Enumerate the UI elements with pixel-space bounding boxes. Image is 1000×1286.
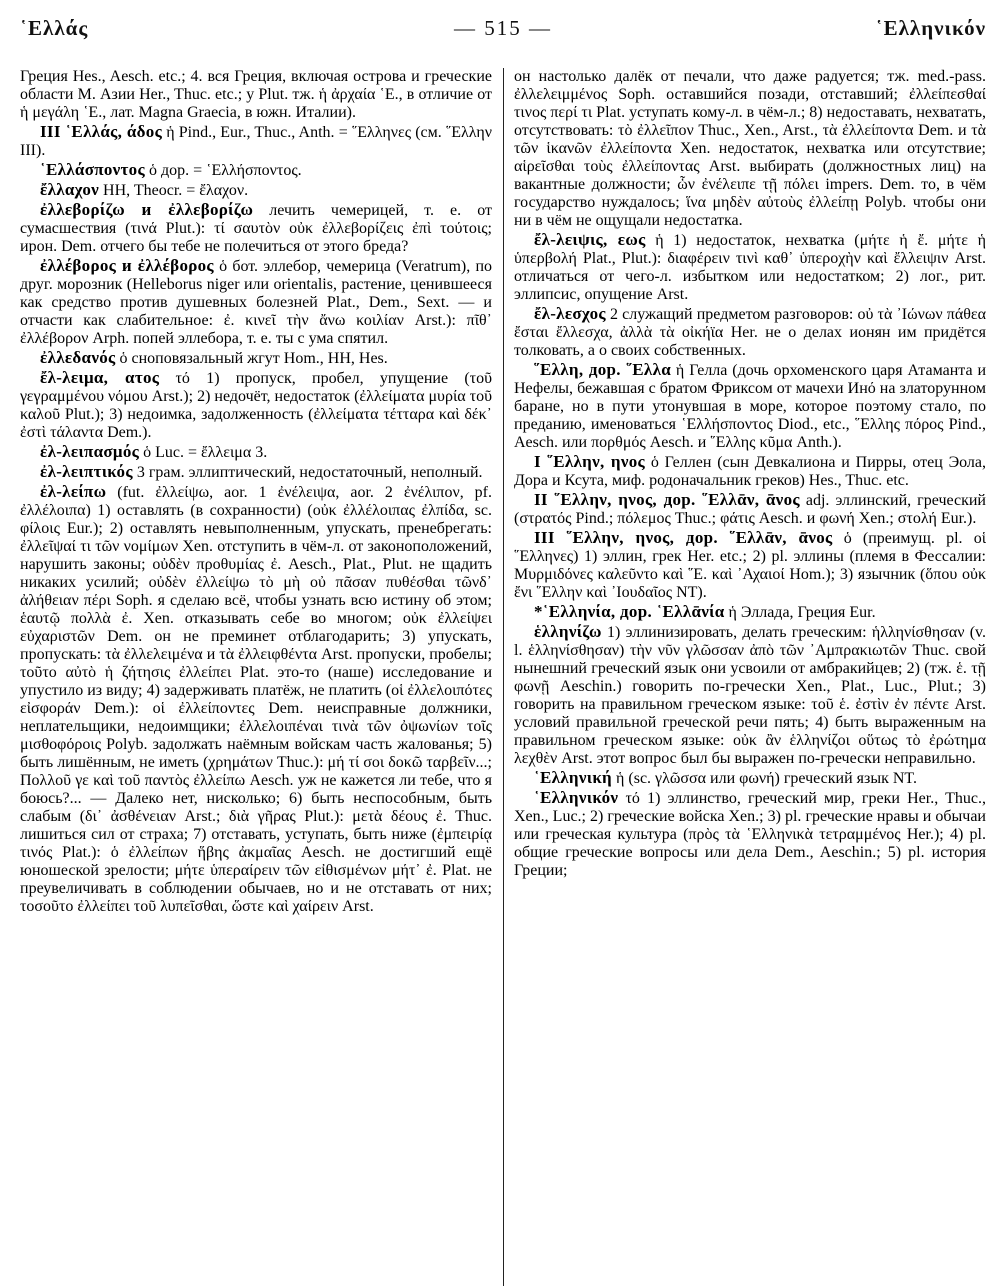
- entry-headword: ἐλλεδανός: [40, 348, 116, 367]
- entry-text: ὁ Геллен (сын Девкалиона и Пирры, отец Эола, Дора и Ксута, миф. родоначальник греков) Hes., Thuc. etc.: [514, 454, 986, 489]
- page-header: [20, 12, 986, 52]
- header-left-guideword: ῾Ελλάς: [20, 16, 89, 40]
- entry-text: Греция Hes., Aesch. etc.; 4. вся Греция, включая острова и греческие области М. Азии Her., Thuc. etc.; у Plut. тж. ἡ ἀρχαία ῾Ε., в отличие от ἡ μεγάλη ῾Ε., лат. Magna Graecia, в южн. Италии).: [20, 68, 492, 121]
- entry-headword: ἐλλέβορος и ἐλλέβορος: [40, 256, 214, 275]
- entry-headword: ῾Ελλάσποντος: [40, 160, 145, 179]
- dictionary-entry: [514, 452, 986, 490]
- entry-text: τό 1) эллинство, греческий мир, греки Her., Thuc., Xen., Luc.; 2) греческие войска Xen.; 3) pl. греческие нравы и обычаи или греческая культура (πρὸς τὰ ῾Ελληνικὰ τετραμμένος Her.); 4) pl. общие греческие вопросы или дела Dem., Aeschin.; 5) pl. история Греции;: [514, 790, 986, 879]
- entry-text: лечить чемерицей, т. е. от сумасшествия (τινά Plut.): τί σαυτὸν οὐκ ἐλλεβορίζεις ἐπὶ τούτοις; ирон. Dem. отчего бы тебе не полечиться от этого бреда?: [20, 202, 492, 255]
- entry-text: ὁ Luc. = ἔλλειμα 3.: [139, 444, 268, 461]
- entry-text: ἡ Эллада, Греция Eur.: [724, 604, 876, 621]
- dictionary-entry: [514, 528, 986, 602]
- dictionary-entry: [514, 304, 986, 360]
- dictionary-entry: [20, 200, 492, 256]
- dictionary-entry: [20, 462, 492, 482]
- entry-text: ἡ Pind., Eur., Thuc., Anth. = ῞Ελληνες (см. ῞Ελλην III).: [20, 124, 492, 159]
- entry-text: 3 грам. эллиптический, недостаточный, неполный.: [132, 464, 483, 481]
- dictionary-entry: [514, 230, 986, 304]
- dictionary-entry: [20, 368, 492, 442]
- dictionary-entry: [20, 160, 492, 180]
- right-column: [514, 68, 986, 1286]
- dictionary-entry: [514, 490, 986, 528]
- dictionary-entry: [514, 622, 986, 768]
- entry-headword: II ῞Ελλην, ηνος, дор. ῞Ελλᾱν, ᾱνος: [534, 490, 800, 509]
- entry-text: ὁ сноповязальный жгут Hom., HH, Hes.: [115, 350, 388, 367]
- entry-headword: *῾Ελληνία, дор. ῾Ελλᾱνία: [534, 602, 725, 621]
- entry-text: adj. эллинский, греческий (στρατός Pind.; πόλεμος Thuc.; φάτις Aesch. и φωνή Xen.; στολή Eur.).: [514, 492, 986, 527]
- entry-headword: I ῞Ελλην, ηνος: [534, 452, 646, 471]
- entry-continuation: [514, 68, 986, 230]
- entry-headword: ἔλλαχον: [40, 180, 100, 199]
- entry-text: τό 1) пропуск, пробел, упущение (τοῦ γεγραμμένου νόμου Arst.); 2) недочёт, недостаток (ἐλλείματα μυρία τοῦ καλοῦ Plut.); 3) недоимка, задолженность (ἐλλείματα τέτταρα καὶ δέκ᾽ ἐστὶ τάλαντα Dem.).: [20, 370, 492, 441]
- left-column: [20, 68, 492, 1286]
- dictionary-entry: [514, 602, 986, 622]
- entry-text: HH, Theocr. = ἔλαχον.: [99, 182, 249, 199]
- dictionary-entry: [20, 180, 492, 200]
- entry-text: (fut. ἐλλείψω, aor. 1 ἐνέλειψα, aor. 2 ἐνέλιπον, pf. ἐλλέλοιπα) 1) оставлять (в сохранности) (οὐκ ἐλλέλοιπας ἐλπίδα, sc. φίλοις Eur.); 2) оставлять невыполненным, упускать, пренебрегать: ἐλλεῖψαί τι τῶν νομίμων Xen. отступить в чём-л. от законоположений, нарушить законы; οὐδὲν προθυμίας ἐ. Aesch., Plat., Plut. не щадить никаких усилий; οὐδὲν ἐλλείψω τὸ μὴ οὐ πᾶσαν πυθέσθαι τῶνδ᾽ ἀλήθειαν πέρι Soph. я сделаю всё, чтобы узнать всю истину об этом; ἑαυτῷ πολλὰ ἐ. Xen. отказывать себе во многом; οὐκ ἐλλείψει εὐχαριστῶν Dem. он не преминет отблагодарить; 3) упускать, пропускать: τὰ ἐλλελειμένα и τὰ ἐλλειφθέντα Arst. пропуски, пробелы; τοῦτο αὐτὸ ἡ ζήτησις ἐλλείπει Plat. это-то (наше) исследование и упустило из виду; 4) задерживать платёж, не платить (οἱ ἐλλελοιπότες εἰσφοράν Dem.): οἱ ἐλλείποντες Dem. неисправные должники, неплательщики, недоимщики; ἐλλελοιπέναι τινὰ τῶν ὀψωνίων τοῖς μισθοφόροις Polyb. задолжать наёмным войскам часть жалованья; 5) быть лишённым, не иметь (χρημάτων Thuc.): μή τί σοι δοκῶ ταρβεῖν...; Πολλοῦ γε καὶ τοῦ παντὸς ἐλλείπω Aesch. уж не кажется ли тебе, что я боюсь?... — Далеко нет, нисколько; 6) быть неспособным, быть слабым (δι᾽ ἀσθένειαν Arst.; διὰ γῆρας Plut.): μετὰ δέους ἐ. Thuc. лишиться сил от страха; 7) отставать, уступать, быть ниже (ἐμπειρίᾳ τινός Plat.): ὁ ἐλλείπων ἥβης ἀκμαῖας Aesch. не достигший ещё юношеской зрелости; μήτε ὑπεραίρειν τῶν εἰθισμένων μήτ᾽ ἐ. Plat. не преувеличивать в соблюдении обычаев, но и не отставать от них; τοσοῦτο ἐλλείπει τοῦ λυπεῖσθαι, ὥστε καὶ χαίρειν Arst.: [20, 484, 492, 915]
- column-divider: [503, 68, 504, 1286]
- header-right-guideword: ῾Ελληνικόν: [875, 16, 986, 40]
- entry-headword: ῾Ελληνική: [534, 768, 613, 787]
- dictionary-entry: [514, 360, 986, 452]
- entry-headword: III ῞Ελλην, ηνος, дор. ῞Ελλᾱν, ᾱνος: [534, 528, 833, 547]
- entry-text: он настолько далёк от печали, что даже радуется; тж. med.-pass. ἐλλελειμμένος Soph. оставшийся позади, отставший; ἐλλείπεσθαί τινος περί τι Plat. уступать кому-л. в чём-л.; 8) недоставать, нехватать, отсутствовать: τὸ ἐλλεῖπον Thuc., Xen., Arst., τὰ ἐλλείποντα Dem. и τὰ τῶν ἱκανῶν ἐλλείποντα Xen. недостаток, нехватка или отсутствие; αἱρεῖσθαι τοὺς ἐλλείποντας Arst. выбирать (должностных лиц) на вакантные должности; ὧν ἐνέλειπε τῇ πόλει impers. Dem. то, в чём государство нуждалось; ἵνα μηδὲν αὐτοὺς ἐλλείπῃ Polyb. чтобы они ни в чём не ощущали недостатка.: [514, 68, 986, 229]
- entry-headword: III ῾Ελλάς, άδος: [40, 122, 163, 141]
- dictionary-entry: [20, 122, 492, 160]
- entry-text: 1) эллинизировать, делать греческим: ἡλληνίσθησαν (v. l. ἑλληνίσθησαν) τὴν νῦν γλῶσσαν ἀπὸ τῶν ᾽Αμπρακιωτῶν Thuc. свой нынешний греческий язык они усвоили от амбракийцев; 2) (тж. ἑ. τῇ φωνῇ Aeschin.) говорить по-гречески Xen., Plat., Luc., Plut.; 3) говорить на правильном греческом языке: τοῦ ἑ. ἐστὶν ἐν πέντε Arst. условий правильной греческой речи пять; 4) быть выраженным на правильном греческом языке: οὐκ ἂν ἑλληνίζοι οὕτως τὸ ἐρώτημα λεχθὲν Arst. этот вопрос был бы выражен по-гречески неправильно.: [514, 624, 986, 767]
- entry-headword: ἐλ-λειπτικός: [40, 462, 133, 481]
- entry-headword: ἔλ-λειμα, ατος: [40, 368, 160, 387]
- entry-text: ἡ Гелла (дочь орхоменского царя Атаманта и Нефелы, бежавшая с братом Фриксом от мачехи Инό на златорунном баране, но в пути утонувшая в море, которое поэтому стало, по преданию, именоваться ῾Ελλήσποντος Diod., etc., ῞Ελλης πόρος Pind., Aesch. или πορθμός Aesch. и ῞Ελλης κῦμα Anth.).: [514, 362, 986, 451]
- entry-headword: ῞Ελλη, дор. ῞Ελλα: [534, 360, 672, 379]
- columns: [20, 68, 986, 1286]
- entry-headword: ῾Ελληνικόν: [534, 788, 619, 807]
- entry-continuation: [20, 68, 492, 122]
- entry-headword: ἔλ-λειψις, εως: [534, 230, 646, 249]
- entry-text: ἡ 1) недостаток, нехватка (μήτε ἡ ἔ. μήτε ἡ ὑπερβολή Plat., Plut.): διαφέρειν τινὶ καθ᾽ ὑπεροχὴν καὶ ἔλλειψιν Arst. отличаться от чего-л. избытком или недостатком; 2) лог., рит. эллипсис, опущение Arst.: [514, 232, 986, 303]
- entry-text: ἡ (sc. γλῶσσα или φωνή) греческий язык NT.: [612, 770, 917, 787]
- page-number: — 515 —: [454, 16, 552, 40]
- dictionary-entry: [20, 348, 492, 368]
- entry-text: 2 служащий предметом разговоров: οὐ τὰ ᾽Ιώνων πάθεα ἔσται ἔλλεσχα, ἀλλὰ τὰ οἰκήϊα Her. не о делах ионян им придётся толковать, а о своих собственных.: [514, 306, 986, 359]
- dictionary-entry: [514, 768, 986, 788]
- entry-headword: ἔλ-λεσχος: [534, 304, 606, 323]
- dictionary-entry: [20, 442, 492, 462]
- entry-text: ὁ (преимущ. pl. οἱ ῞Ελληνες) 1) эллин, грек Her. etc.; 2) pl. эллины (племя в Фессалии: Μυρμιδόνες καλεῦντο καὶ ῞Ε. καὶ ᾽Αχαιοί Hom.); 3) язычник (ὅπου οὐκ ἔνι ῞Ελλην καὶ ᾽Ιουδαῖος NT).: [514, 530, 986, 601]
- entry-headword: ἐλ-λείπω: [40, 482, 107, 501]
- entry-text: ὁ бот. эллебор, чемерица (Veratrum), по друг. морозник (Helleborus niger или orientalis, растение, ценившееся как средство против душевных болезней Plat., Dem., Sext. — и отчасти как слабительное: ἐ. κινεῖ τὴν ἄνω κοιλίαν Arst.): πῖθ᾽ ἐλλέβορον Arph. попей эллебора, т. е. ты с ума спятил.: [20, 258, 492, 347]
- dictionary-entry: [514, 788, 986, 880]
- dictionary-entry: [20, 482, 492, 916]
- entry-headword: ἑλληνίζω: [534, 622, 602, 641]
- entry-text: ὁ дор. = ῾Ελλήσποντος.: [144, 162, 302, 179]
- entry-headword: ἐλλεβορίζω и ἐλλεβορίζω: [40, 200, 254, 219]
- dictionary-entry: [20, 256, 492, 348]
- entry-headword: ἐλ-λειπασμός: [40, 442, 140, 461]
